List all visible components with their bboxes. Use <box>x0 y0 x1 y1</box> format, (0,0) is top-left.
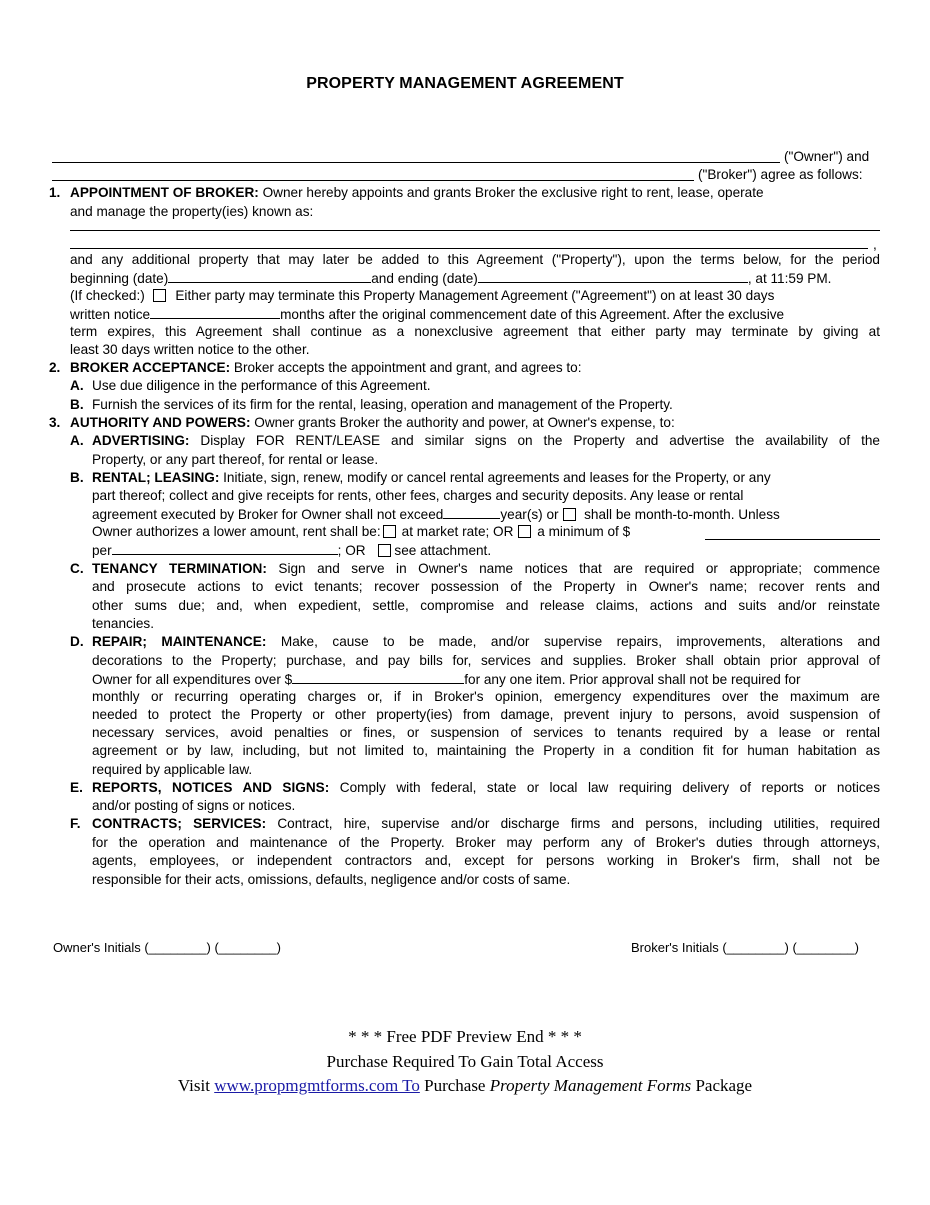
section-1-heading: APPOINTMENT OF BROKER: <box>70 185 259 200</box>
section-3-number: 3. <box>49 415 61 430</box>
purchase-required-notice: Purchase Required To Gain Total Access <box>326 1052 604 1071</box>
section-3c-label: C. <box>70 561 84 576</box>
section-1-line-6: written notice months after the original commencement date of this Agreement. After the exclusive <box>70 307 785 322</box>
section-2b-label: B. <box>70 397 84 412</box>
section-3e-line-1: REPORTS, NOTICES AND SIGNS: Comply with federal, state or local law requiring delivery of reports or notices <box>92 780 881 795</box>
section-3d-label: D. <box>70 634 84 649</box>
section-3c-line-3: other sums due; and, when expedient, settle, compromise and release claims, actions and suits and/or reinstate <box>92 598 880 613</box>
property-address-field-2[interactable] <box>70 248 868 249</box>
reports-notices-heading: REPORTS, NOTICES AND SIGNS: <box>92 780 330 795</box>
notice-months-field[interactable] <box>150 305 280 319</box>
rental-leasing-heading: RENTAL; LEASING: <box>92 470 220 485</box>
rent-period-field[interactable] <box>112 541 338 555</box>
expenditure-limit-field[interactable] <box>292 670 464 684</box>
section-3b-line-1: RENTAL; LEASING: Initiate, sign, renew, modify or cancel rental agreements and leases for the Property, or any <box>92 470 771 485</box>
address-comma: , <box>873 237 877 252</box>
ending-date-field[interactable] <box>478 269 748 283</box>
minimum-rent-amount-field[interactable] <box>705 539 880 540</box>
section-3-heading: AUTHORITY AND POWERS: <box>70 415 251 430</box>
broker-name-field[interactable] <box>52 180 694 181</box>
section-3d-line-7: agreement or by law, including, but not limited to, maintaining the Property in a condition fit for human habitation as <box>92 743 880 758</box>
section-3-line: AUTHORITY AND POWERS: Owner grants Broker the authority and power, at Owner's expense, to: <box>70 415 675 430</box>
minimum-rent-checkbox[interactable] <box>518 525 531 538</box>
contracts-services-heading: CONTRACTS; SERVICES: <box>92 816 267 831</box>
month-to-month-checkbox[interactable] <box>563 508 576 521</box>
section-3c-line-1: TENANCY TERMINATION: Sign and serve in Owner's name notices that are required or appropriate; commence <box>92 561 881 576</box>
section-2b-text: Furnish the services of its firm for the rental, leasing, operation and management of the Property. <box>92 397 673 412</box>
section-1-line-7: term expires, this Agreement shall continue as a nonexclusive agreement that either party may terminate by giving at <box>70 324 880 339</box>
section-3f-line-2: for the operation and maintenance of the Property. Broker may perform any of Broker's duties through attorneys, <box>92 835 880 850</box>
section-2a-text: Use due diligence in the performance of this Agreement. <box>92 378 431 393</box>
section-3b-line-4: Owner authorizes a lower amount, rent shall be: at market rate; OR a minimum of $ <box>92 524 631 539</box>
owner-name-field[interactable] <box>52 162 780 163</box>
section-3d-line-1: REPAIR; MAINTENANCE: Make, cause to be made, and/or supervise repairs, improvements, alterations and <box>92 634 881 649</box>
section-3b-line-2: part thereof; collect and give receipts for rents, other fees, charges and security deposits. Any lease or rental <box>92 488 744 503</box>
lease-years-field[interactable] <box>443 505 500 519</box>
preview-end-notice: * * * Free PDF Preview End * * * <box>348 1027 582 1046</box>
section-3d-line-3: Owner for all expenditures over $ for any one item. Prior approval shall not be required for <box>92 672 801 687</box>
section-3f-line-1: CONTRACTS; SERVICES: Contract, hire, supervise and/or discharge firms and persons, including utilities, required <box>92 816 881 831</box>
section-2a-label: A. <box>70 378 84 393</box>
section-1-line-2: and manage the property(ies) known as: <box>70 204 314 219</box>
section-1-line-4: beginning (date) and ending (date) , at 11:59 PM. <box>70 271 832 286</box>
package-name: Property Management Forms <box>489 1076 692 1095</box>
see-attachment-checkbox[interactable] <box>378 544 391 557</box>
beginning-date-field[interactable] <box>168 269 371 283</box>
section-3b-label: B. <box>70 470 84 485</box>
visit-line: Visit www.propmgmtforms.com To Purchase Property Management Forms Package <box>177 1076 753 1095</box>
tenancy-termination-heading: TENANCY TERMINATION: <box>92 561 267 576</box>
repair-maintenance-heading: REPAIR; MAINTENANCE: <box>92 634 267 649</box>
website-link[interactable]: www.propmgmtforms.com To <box>214 1076 420 1095</box>
broker-label: ("Broker") agree as follows: <box>698 167 863 182</box>
owner-initials[interactable]: Owner's Initials (________) (________) <box>53 940 281 955</box>
page-title: PROPERTY MANAGEMENT AGREEMENT <box>306 75 624 92</box>
advertising-heading: ADVERTISING: <box>92 433 190 448</box>
section-3a-line-1: ADVERTISING: Display FOR RENT/LEASE and similar signs on the Property and advertise the availability of the <box>92 433 880 448</box>
section-3f-line-4: responsible for their acts, omissions, defaults, negligence and/or costs of same. <box>92 872 571 887</box>
section-3b-line-5: per ; OR see attachment. <box>92 543 492 558</box>
section-3d-line-8: required by applicable law. <box>92 762 253 777</box>
section-1-line-5: (If checked:) Either party may terminate this Property Management Agreement ("Agreement") on at least 30 days <box>70 288 775 303</box>
section-1-line-8: least 30 days written notice to the other. <box>70 342 310 357</box>
section-2-number: 2. <box>49 360 61 375</box>
property-address-field-1[interactable] <box>70 230 880 231</box>
owner-label: ("Owner") and <box>784 149 870 164</box>
broker-initials[interactable]: Broker's Initials (________) (________) <box>631 940 859 955</box>
section-3a-line-2: Property, or any part thereof, for rental or lease. <box>92 452 379 467</box>
section-3c-line-4: tenancies. <box>92 616 154 631</box>
section-3f-line-3: agents, employees, or independent contractors and, except for persons working in Broker's firm, shall not be <box>92 853 880 868</box>
section-3e-line-2: and/or posting of signs or notices. <box>92 798 296 813</box>
market-rate-checkbox[interactable] <box>383 525 396 538</box>
section-3d-line-2: decorations to the Property; purchase, and pay bills for, services and supplies. Broker shall obtain prior approval of <box>92 653 880 668</box>
section-3e-label: E. <box>70 780 83 795</box>
section-3d-line-6: necessary services, avoid penalties or fines, or suspension of services to tenants required by a lease or rental <box>92 725 880 740</box>
section-2-heading: BROKER ACCEPTANCE: <box>70 360 231 375</box>
section-3b-line-3: agreement executed by Broker for Owner shall not exceed year(s) or shall be month-to-month. Unless <box>92 507 780 522</box>
early-termination-checkbox[interactable] <box>153 289 166 302</box>
section-3f-label: F. <box>70 816 81 831</box>
section-3d-line-5: needed to protect the Property or other property(ies) from damage, prevent injury to persons, avoid suspension of <box>92 707 880 722</box>
section-3a-label: A. <box>70 433 84 448</box>
section-3c-line-2: and prosecute actions to evict tenants; recover possession of the Property in Owner's name; recover rents and <box>92 579 880 594</box>
section-1-line-3: and any additional property that may later be added to this Agreement ("Property"), upon the terms below, for the period <box>70 252 880 267</box>
section-1-line-1: APPOINTMENT OF BROKER: Owner hereby appoints and grants Broker the exclusive right to rent, lease, operate <box>70 185 764 200</box>
section-1-number: 1. <box>49 185 61 200</box>
section-2-line: BROKER ACCEPTANCE: Broker accepts the appointment and grant, and agrees to: <box>70 360 582 375</box>
section-3d-line-4: monthly or recurring operating charges or, if in Broker's opinion, emergency expenditures over the maximum are <box>92 689 880 704</box>
